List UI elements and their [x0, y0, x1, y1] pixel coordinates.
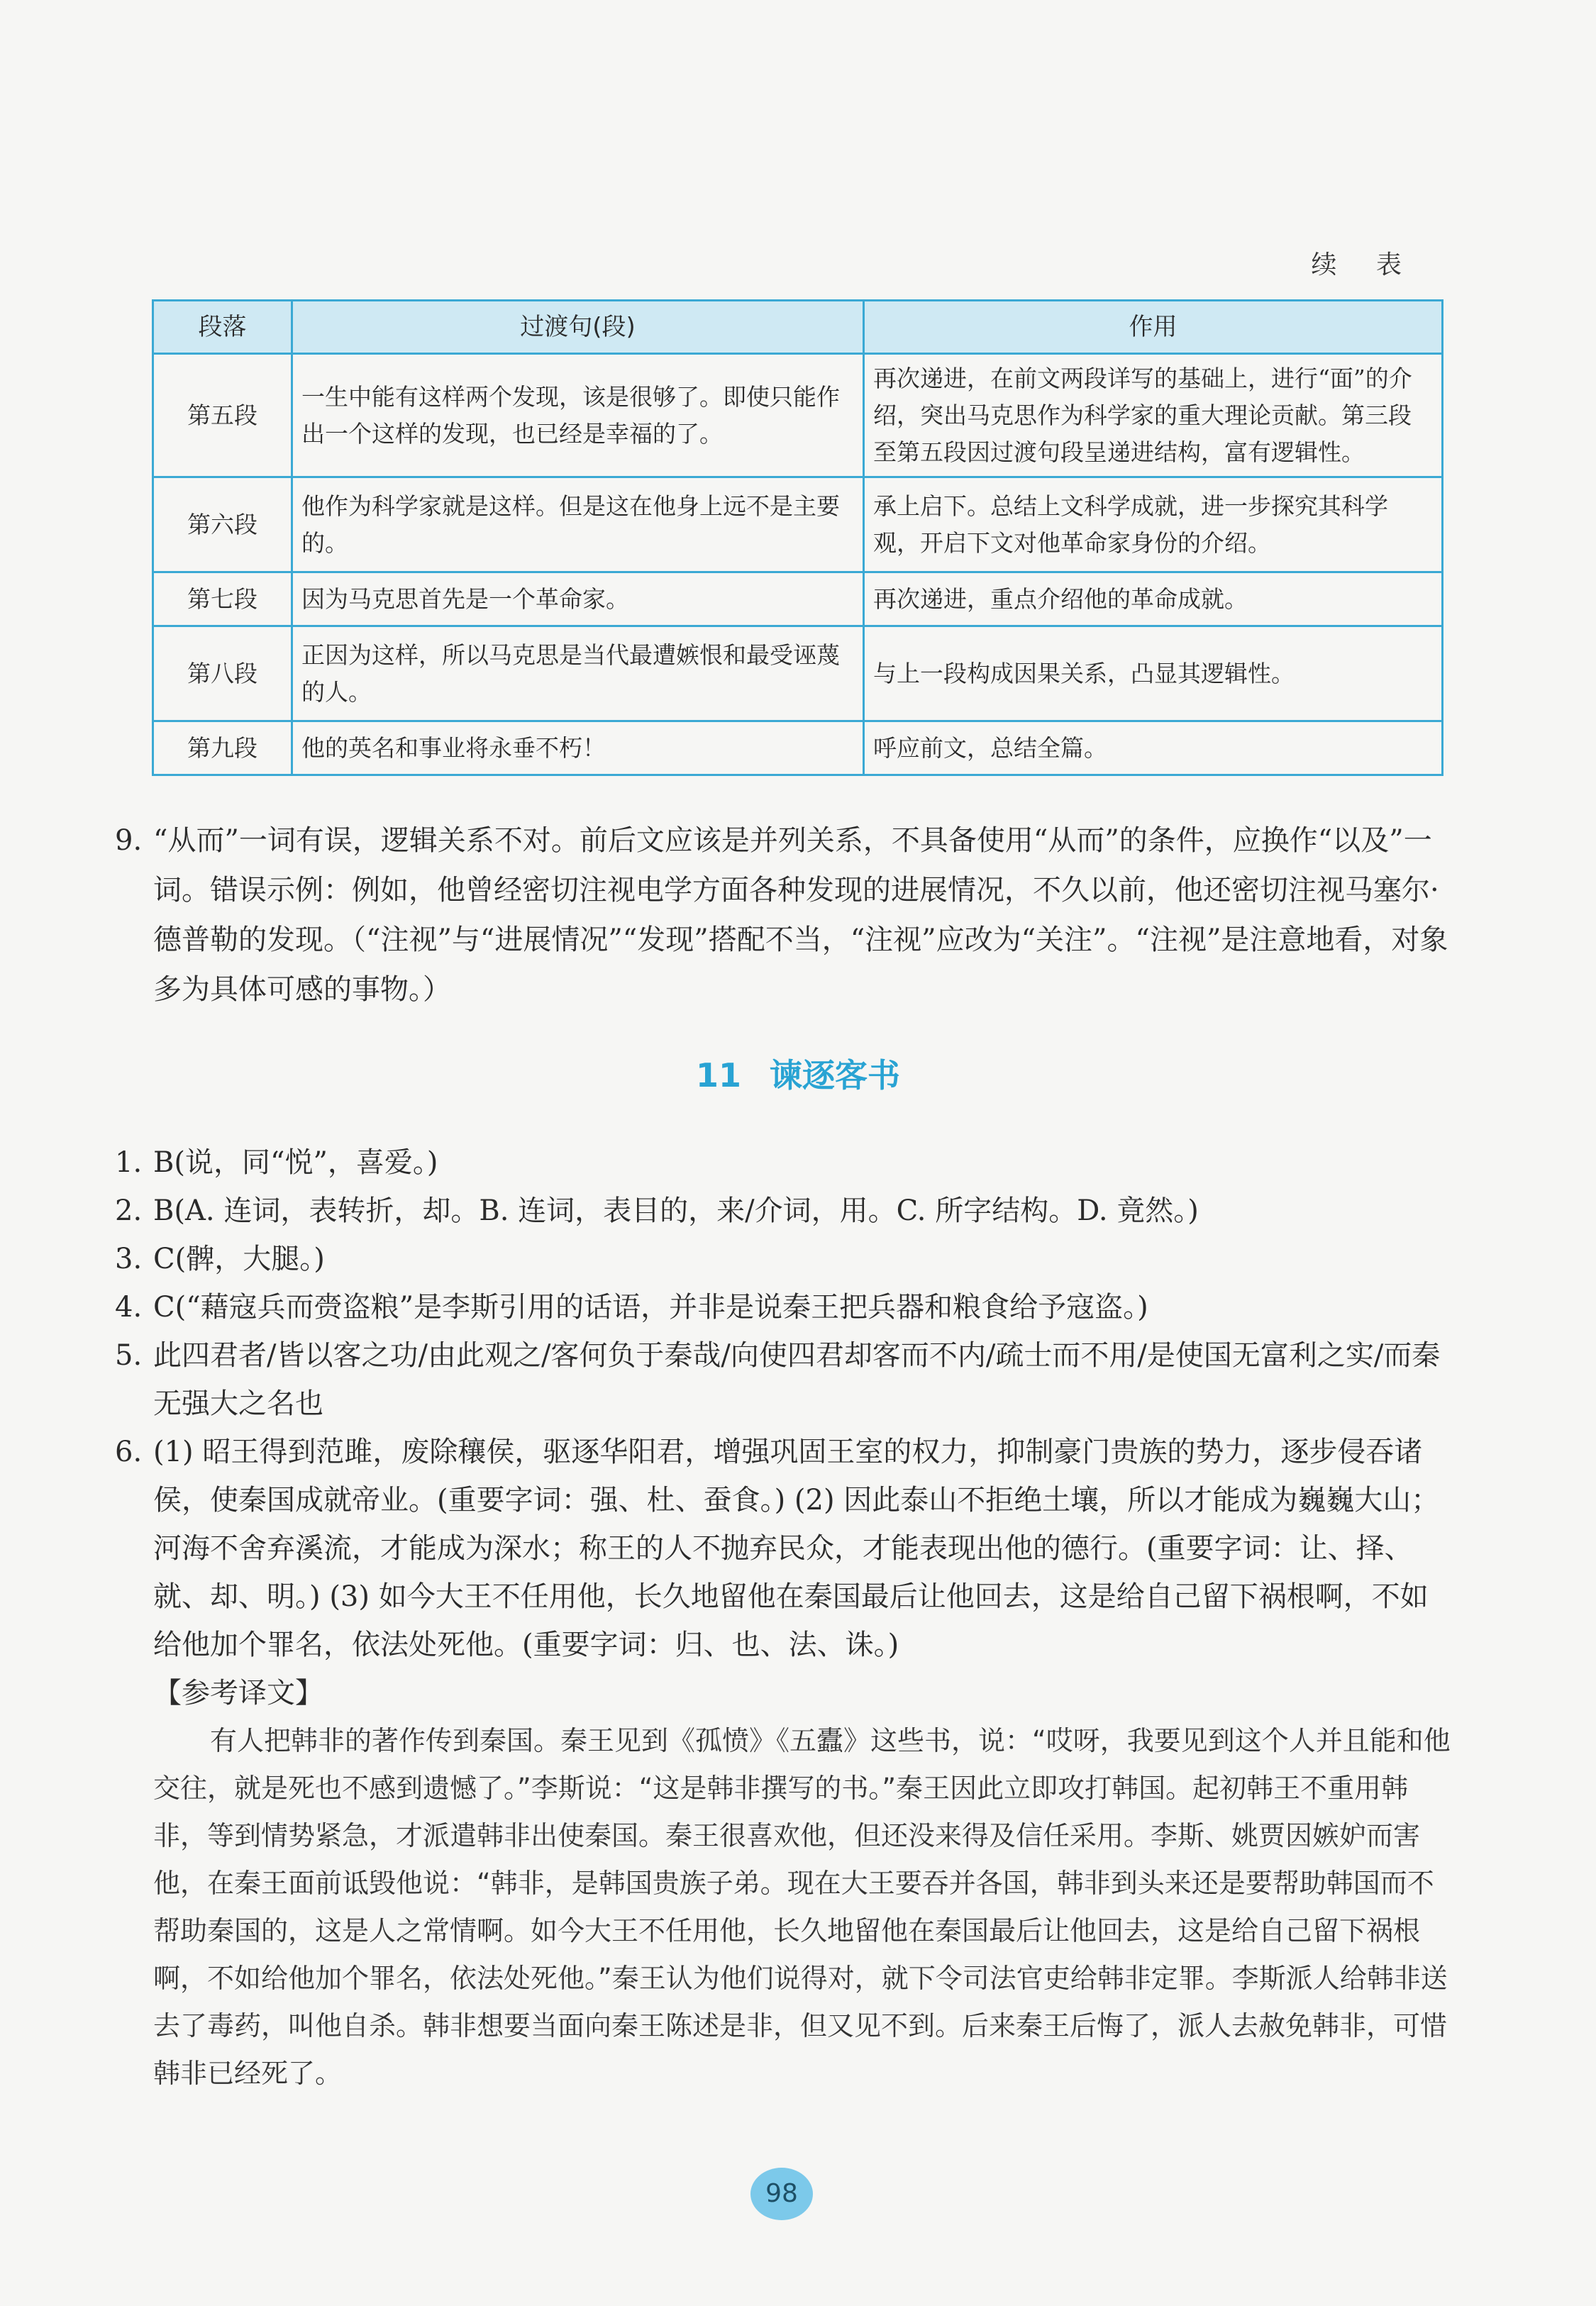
- answer-text: C(“藉寇兵而赍盗粮”是李斯引用的话语，并非是说秦王把兵器和粮食给予寇盗。): [153, 1291, 1148, 1324]
- header-transition: 过渡句(段): [292, 301, 864, 354]
- question-text: “从而”一词有误，逻辑关系不对。前后文应该是并列关系，不具备使用“从而”的条件，应换作“以及”一词。错误示例：例如，他曾经密切注视电学方面各种发现的进展情况，不久以前，他还密切注视马塞尔·德普勒的发现。（“注视”与“进展情况”“发现”搭配不当，“注视”应改为“关注”。“注视”是注意地看，对象多为具体可感的事物。）: [153, 824, 1448, 1006]
- cell-sentence: 因为马克思首先是一个革命家。: [292, 572, 864, 626]
- table-row: [153, 721, 1443, 775]
- list-item: [115, 1235, 1456, 1283]
- table-row: [153, 477, 1443, 572]
- list-item: [115, 1283, 1456, 1331]
- cell-segment: 第五段: [153, 354, 292, 477]
- answer-number: 4.: [115, 1291, 143, 1324]
- list-item: [115, 1331, 1456, 1428]
- question-9: [115, 816, 1456, 1014]
- table-row: [153, 354, 1443, 477]
- table-header-row: [153, 301, 1443, 354]
- answer-number: 3.: [115, 1243, 143, 1275]
- list-item: [115, 1428, 1456, 1669]
- answer-number: 6.: [115, 1436, 143, 1468]
- answer-list: [115, 1138, 1456, 2097]
- cell-role: 承上启下。总结上文科学成就，进一步探究其科学观，开启下文对他革命家身份的介绍。: [864, 477, 1443, 572]
- continued-table-label: 续 表: [1311, 250, 1417, 279]
- cell-role: 呼应前文，总结全篇。: [864, 721, 1443, 775]
- section-title: [0, 1050, 1596, 1097]
- answer-text: B(说，同“悦”，喜爱。): [153, 1146, 438, 1179]
- answer-number: 2.: [115, 1194, 143, 1227]
- cell-segment: 第七段: [153, 572, 292, 626]
- answer-text: B(A. 连词，表转折，却。B. 连词，表目的，来/介词，用。C. 所字结构。D. 竟然。): [153, 1194, 1199, 1227]
- cell-sentence: 他的英名和事业将永垂不朽！: [292, 721, 864, 775]
- cell-segment: 第九段: [153, 721, 292, 775]
- table-row: [153, 572, 1443, 626]
- answer-text: (1) 昭王得到范雎，废除穰侯，驱逐华阳君，增强巩固王室的权力，抑制豪门贵族的势力，逐步侵吞诸侯，使秦国成就帝业。(重要字词：强、杜、蚕食。) (2) 因此泰山不拒绝土壤，所以才能成为巍巍大山；河海不舍弃溪流，才能成为深水；称王的人不抛弃民众，才能表现出他的德行。(重要字词：让、择、就、却、明。) (3) 如今大王不任用他，长久地留他在秦国最后让他回去，这是给自己留下祸根啊，不如给他加个罪名，依法处死他。(重要字词：归、也、法、诛。): [153, 1436, 1440, 1661]
- answer-number: 1.: [115, 1146, 143, 1179]
- cell-segment: 第八段: [153, 626, 292, 721]
- list-item: [115, 1138, 1456, 1187]
- table-row: [153, 626, 1443, 721]
- cell-sentence: 他作为科学家就是这样。但是这在他身上远不是主要的。: [292, 477, 864, 572]
- cell-role: 与上一段构成因果关系，凸显其逻辑性。: [864, 626, 1443, 721]
- answer-text: C(髀，大腿。): [153, 1243, 325, 1275]
- list-item: [115, 1187, 1456, 1235]
- cell-role: 再次递进，在前文两段详写的基础上，进行“面”的介绍，突出马克思作为科学家的重大理论贡献。第三段至第五段因过渡句段呈递进结构，富有逻辑性。: [864, 354, 1443, 477]
- section-number: 11: [695, 1056, 741, 1094]
- section-name: 谏逐客书: [770, 1056, 900, 1094]
- cell-segment: 第六段: [153, 477, 292, 572]
- question-number: 9.: [115, 824, 143, 857]
- cell-sentence: 一生中能有这样两个发现，该是很够了。即使只能作出一个这样的发现，也已经是幸福的了。: [292, 354, 864, 477]
- answer-text: 此四君者/皆以客之功/由此观之/客何负于秦哉/向使四君却客而不内/疏士而不用/是使国无富利之实/而秦无强大之名也: [153, 1339, 1441, 1420]
- header-segment: 段落: [153, 301, 292, 354]
- answer-number: 5.: [115, 1339, 143, 1372]
- transition-table: [152, 299, 1443, 776]
- page-number: 98: [750, 2168, 813, 2220]
- cell-sentence: 正因为这样，所以马克思是当代最遭嫉恨和最受诬蔑的人。: [292, 626, 864, 721]
- cell-role: 再次递进，重点介绍他的革命成就。: [864, 572, 1443, 626]
- reference-heading: 【参考译文】: [153, 1677, 323, 1709]
- reference-translation: 有人把韩非的著作传到秦国。秦王见到《孤愤》《五蠹》这些书，说：“哎呀，我要见到这个人并且能和他交往，就是死也不感到遗憾了。”李斯说：“这是韩非撰写的书。”秦王因此立即攻打韩国。起初韩王不重用韩非，等到情势紧急，才派遣韩非出使秦国。秦王很喜欢他，但还没来得及信任采用。李斯、姚贾因嫉妒而害他，在秦王面前诋毁他说：“韩非，是韩国贵族子弟。现在大王要吞并各国，韩非到头来还是要帮助韩国而不帮助秦国的，这是人之常情啊。如今大王不任用他，长久地留他在秦国最后让他回去，这是给自己留下祸根啊，不如给他加个罪名，依法处死他。”秦王认为他们说得对，就下令司法官吏给韩非定罪。李斯派人给韩非送去了毒药，叫他自杀。韩非想要当面向秦王陈述是非，但又见不到。后来秦王后悔了，派人去赦免韩非，可惜韩非已经死了。: [153, 1725, 1451, 2089]
- header-role: 作用: [864, 301, 1443, 354]
